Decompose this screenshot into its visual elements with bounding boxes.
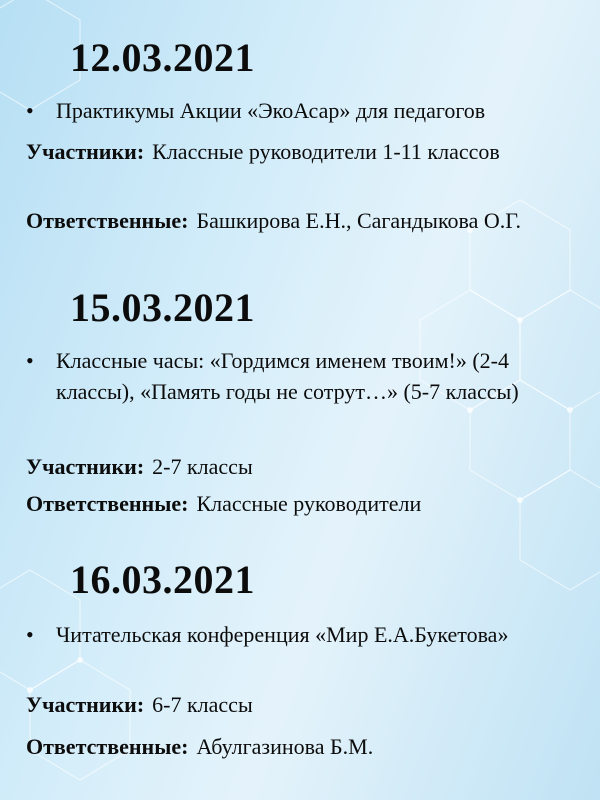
responsible-value: Классные руководители (196, 491, 422, 516)
participants-value: 2-7 классы (152, 454, 253, 479)
event-responsible (26, 205, 586, 236)
event-item-text: Практикумы Акции «ЭкоАсар» для педагогов (56, 98, 486, 123)
event-item-text: Классные часы: «Гордимся именем твоим!» (2-4 классы), «Память годы не сотрут…» (5-7 классы) (56, 348, 519, 404)
event-item (26, 345, 586, 407)
responsible-value: Абулгазинова Б.М. (196, 734, 374, 759)
participants-label: Участники: (26, 454, 145, 479)
bullet-icon: • (26, 348, 34, 373)
event-participants (26, 136, 586, 167)
event-participants (26, 689, 586, 720)
event-responsible (26, 488, 586, 519)
participants-label: Участники: (26, 692, 145, 717)
participants-value: 6-7 классы (152, 692, 253, 717)
event-responsible (26, 731, 586, 762)
participants-label: Участники: (26, 139, 145, 164)
responsible-value: Башкирова Е.Н., Сагандыкова О.Г. (196, 208, 522, 233)
participants-value: Классные руководители 1-11 классов (152, 139, 500, 164)
event-item-text: Читательская конференция «Мир Е.А.Букетова» (56, 622, 509, 647)
event-date: 12.03.2021 (70, 35, 255, 80)
event-item (26, 619, 586, 650)
bullet-icon: • (26, 98, 34, 123)
responsible-label: Ответственные: (26, 491, 189, 516)
event-date: 16.03.2021 (70, 557, 255, 602)
bullet-icon: • (26, 622, 34, 647)
responsible-label: Ответственные: (26, 208, 189, 233)
responsible-label: Ответственные: (26, 734, 189, 759)
event-item (26, 95, 586, 126)
event-date: 15.03.2021 (70, 285, 255, 330)
event-participants (26, 451, 586, 482)
